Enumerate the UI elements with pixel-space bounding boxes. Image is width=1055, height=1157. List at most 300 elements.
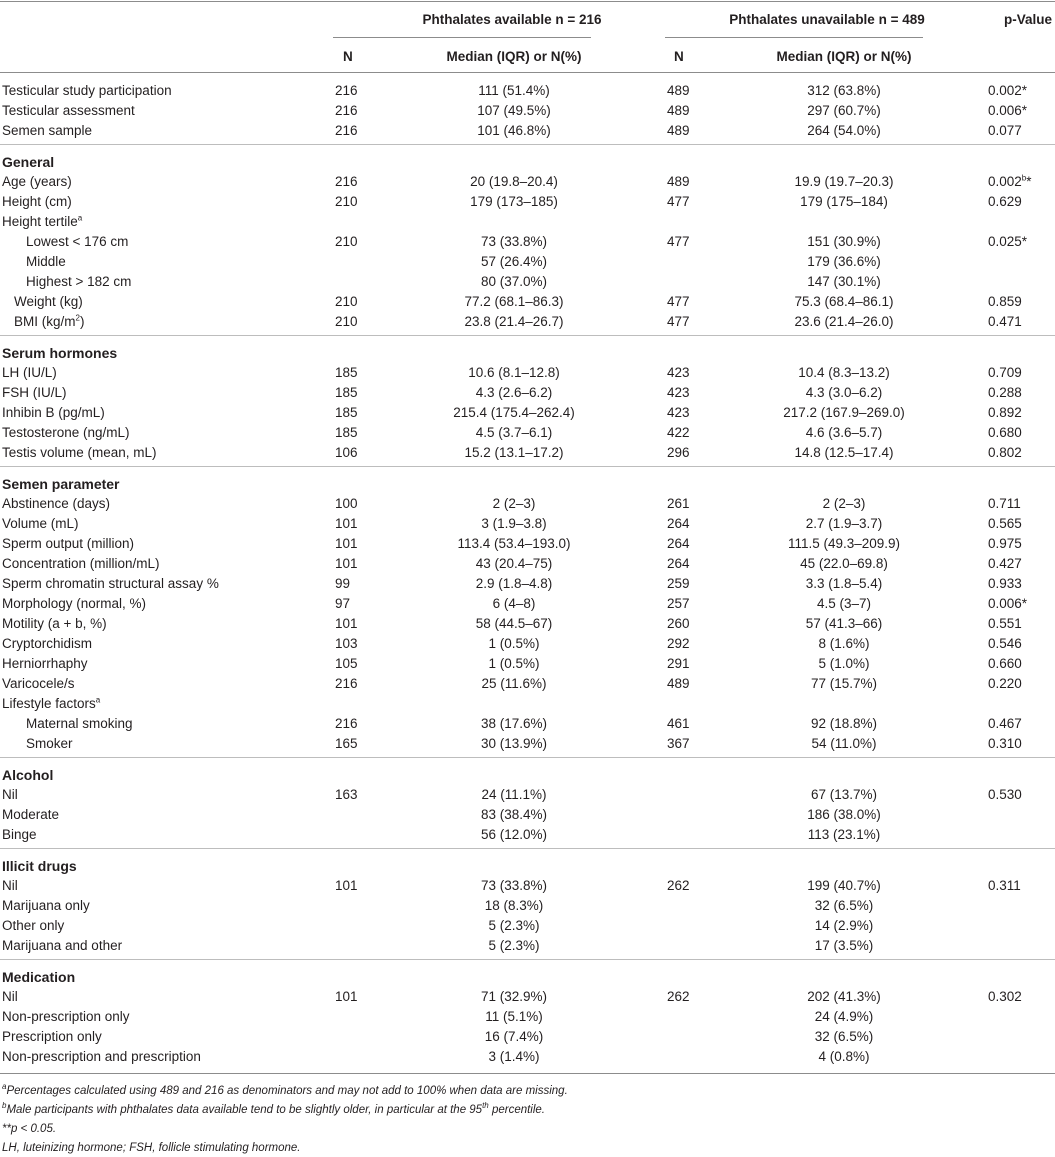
cell-value-available: 58 (44.5–67) bbox=[475, 616, 553, 631]
row-label bbox=[14, 292, 83, 312]
p-value-text: 0.220 bbox=[988, 676, 1022, 691]
cell-value-unavailable: 57 (41.3–66) bbox=[805, 616, 883, 631]
p-value-text: 0.660 bbox=[988, 656, 1022, 671]
cell-value-unavailable: 75.3 (68.4–86.1) bbox=[794, 294, 894, 309]
cell-value-unavailable: 147 (30.1%) bbox=[807, 274, 881, 289]
cell-n-unavailable: 489 bbox=[667, 676, 690, 691]
row-label-text: Highest > 182 cm bbox=[26, 274, 132, 289]
table-row bbox=[0, 383, 1055, 403]
cell-p-value bbox=[988, 734, 1022, 754]
cell-value-available: 6 (4–8) bbox=[492, 596, 536, 611]
row-label bbox=[2, 172, 72, 192]
p-value-text: 0.933 bbox=[988, 576, 1022, 591]
cell-value-available: 77.2 (68.1–86.3) bbox=[464, 294, 564, 309]
cell-value-available: 11 (5.1%) bbox=[485, 1009, 543, 1024]
row-label bbox=[2, 574, 219, 594]
row-label bbox=[2, 1027, 102, 1047]
cell-value-unavailable: 202 (41.3%) bbox=[807, 989, 881, 1004]
cell-n-available: 106 bbox=[335, 445, 358, 460]
table-row bbox=[0, 232, 1055, 252]
header-bottom-rule bbox=[0, 72, 1055, 73]
cell-n-unavailable: 477 bbox=[667, 194, 690, 209]
cell-n-available: 185 bbox=[335, 405, 358, 420]
row-label bbox=[2, 694, 100, 714]
cell-value-available: 215.4 (175.4–262.4) bbox=[453, 405, 575, 420]
table-row bbox=[0, 121, 1055, 141]
cell-n-available: 163 bbox=[335, 787, 358, 802]
row-label-text: Motility (a + b, %) bbox=[2, 616, 107, 631]
cell-n-available: 210 bbox=[335, 234, 358, 249]
cell-p-value bbox=[988, 554, 1022, 574]
row-label-text: Maternal smoking bbox=[26, 716, 133, 731]
p-value-text: 0.006* bbox=[988, 103, 1028, 118]
table-row bbox=[0, 514, 1055, 534]
row-label-text: Inhibin B (pg/mL) bbox=[2, 405, 105, 420]
header-col-n-available: N bbox=[343, 49, 353, 64]
p-value-text: 0.467 bbox=[988, 716, 1022, 731]
cell-value-available: 15.2 (13.1–17.2) bbox=[464, 445, 564, 460]
header-group-available-rule bbox=[333, 37, 591, 38]
p-value-text: 0.892 bbox=[988, 405, 1022, 420]
row-label bbox=[2, 674, 75, 694]
section-heading-illicit-drugs: Illicit drugs bbox=[2, 858, 77, 874]
row-label-text: Lowest < 176 cm bbox=[26, 234, 129, 249]
section-heading-semen-parameter: Semen parameter bbox=[2, 476, 120, 492]
row-label bbox=[2, 212, 82, 232]
table-row bbox=[0, 825, 1055, 845]
cell-n-unavailable: 296 bbox=[667, 445, 690, 460]
cell-n-available: 185 bbox=[335, 385, 358, 400]
p-value-text: 0.077 bbox=[988, 123, 1022, 138]
table-row bbox=[0, 423, 1055, 443]
table-row bbox=[0, 212, 1055, 232]
table-row bbox=[0, 1047, 1055, 1067]
footnote-text-superscript: th bbox=[482, 1101, 489, 1111]
footnote bbox=[2, 1101, 545, 1119]
cell-n-unavailable: 264 bbox=[667, 536, 690, 551]
p-value-text: 0.471 bbox=[988, 314, 1022, 329]
cell-value-available: 73 (33.8%) bbox=[480, 234, 548, 249]
table-row bbox=[0, 292, 1055, 312]
row-label-text: Abstinence (days) bbox=[2, 496, 111, 511]
cell-n-unavailable: 423 bbox=[667, 365, 690, 380]
table-row bbox=[0, 1007, 1055, 1027]
cell-n-unavailable: 489 bbox=[667, 83, 690, 98]
p-value-superscript: b bbox=[1021, 173, 1027, 183]
cell-n-available: 210 bbox=[335, 194, 358, 209]
cell-p-value bbox=[988, 383, 1022, 403]
table-row bbox=[0, 714, 1055, 734]
cell-value-unavailable: 10.4 (8.3–13.2) bbox=[798, 365, 890, 380]
row-label-text: Non-prescription only bbox=[2, 1009, 130, 1024]
cell-p-value bbox=[988, 192, 1022, 212]
table-row bbox=[0, 101, 1055, 121]
cell-value-available: 18 (8.3%) bbox=[484, 898, 544, 913]
p-value-text: 0.680 bbox=[988, 425, 1022, 440]
row-label-text: Prescription only bbox=[2, 1029, 102, 1044]
cell-value-unavailable: 3.3 (1.8–5.4) bbox=[805, 576, 883, 591]
cell-p-value bbox=[988, 534, 1022, 554]
cell-n-unavailable: 259 bbox=[667, 576, 690, 591]
table-row bbox=[0, 785, 1055, 805]
cell-n-unavailable: 264 bbox=[667, 516, 690, 531]
p-value-text: 0.565 bbox=[988, 516, 1022, 531]
row-label-text: Weight (kg) bbox=[14, 294, 83, 309]
cell-value-unavailable: 179 (36.6%) bbox=[807, 254, 881, 269]
cell-n-available: 101 bbox=[335, 516, 358, 531]
cell-n-unavailable: 262 bbox=[667, 878, 690, 893]
row-label bbox=[2, 192, 72, 212]
cell-p-value bbox=[988, 423, 1022, 443]
row-label-text: LH (IU/L) bbox=[2, 365, 57, 380]
cell-p-value bbox=[988, 232, 1027, 252]
row-label bbox=[2, 876, 18, 896]
row-label-superscript: a bbox=[95, 695, 101, 705]
cell-value-available: 24 (11.1%) bbox=[481, 787, 547, 802]
cell-p-value bbox=[988, 403, 1022, 423]
p-value-text: 0.288 bbox=[988, 385, 1022, 400]
table-row bbox=[0, 876, 1055, 896]
row-label bbox=[2, 785, 18, 805]
footnote-text: LH, luteinizing hormone; FSH, follicle stimulating hormone. bbox=[2, 1142, 301, 1154]
row-label bbox=[2, 494, 110, 514]
cell-p-value bbox=[988, 443, 1022, 463]
cell-value-unavailable: 199 (40.7%) bbox=[807, 878, 881, 893]
cell-value-available: 80 (37.0%) bbox=[480, 274, 548, 289]
cell-value-available: 1 (0.5%) bbox=[488, 636, 540, 651]
cell-n-available: 101 bbox=[335, 556, 358, 571]
row-label bbox=[2, 654, 88, 674]
section-heading-alcohol: Alcohol bbox=[2, 767, 54, 783]
row-label-text: Nil bbox=[2, 878, 18, 893]
row-label-text: Concentration (million/mL) bbox=[2, 556, 160, 571]
cell-n-unavailable: 489 bbox=[667, 123, 690, 138]
cell-n-available: 216 bbox=[335, 83, 358, 98]
row-label-text: Semen sample bbox=[2, 123, 93, 138]
p-value-text: 0.006* bbox=[988, 596, 1028, 611]
cell-n-unavailable: 264 bbox=[667, 556, 690, 571]
cell-value-available: 30 (13.9%) bbox=[480, 736, 548, 751]
row-label bbox=[2, 594, 146, 614]
row-label bbox=[2, 383, 67, 403]
cell-value-unavailable: 4.6 (3.6–5.7) bbox=[805, 425, 883, 440]
row-label bbox=[26, 252, 66, 272]
footnote-text: **p < 0.05. bbox=[2, 1123, 57, 1135]
row-label bbox=[2, 514, 79, 534]
cell-n-unavailable: 423 bbox=[667, 385, 690, 400]
table-top-rule bbox=[0, 1, 1055, 2]
p-value-text: 0.302 bbox=[988, 989, 1022, 1004]
row-label bbox=[26, 734, 73, 754]
footnote bbox=[2, 1139, 301, 1157]
cell-n-available: 101 bbox=[335, 616, 358, 631]
p-value-text: 0.427 bbox=[988, 556, 1022, 571]
row-label-text: Smoker bbox=[26, 736, 73, 751]
cell-p-value bbox=[988, 614, 1022, 634]
section-rule bbox=[0, 757, 1055, 758]
section-heading-general: General bbox=[2, 154, 55, 170]
cell-value-unavailable: 4.3 (3.0–6.2) bbox=[805, 385, 883, 400]
cell-value-unavailable: 312 (63.8%) bbox=[807, 83, 881, 98]
cell-value-unavailable: 32 (6.5%) bbox=[814, 1029, 874, 1044]
table-row bbox=[0, 494, 1055, 514]
cell-n-available: 101 bbox=[335, 536, 358, 551]
cell-n-unavailable: 461 bbox=[667, 716, 690, 731]
p-value-text: 0.025* bbox=[988, 234, 1028, 249]
row-label bbox=[26, 272, 131, 292]
cell-n-unavailable: 367 bbox=[667, 736, 690, 751]
table-row bbox=[0, 916, 1055, 936]
cell-value-unavailable: 14.8 (12.5–17.4) bbox=[794, 445, 894, 460]
header-group-unavailable: Phthalates unavailable n = 489 bbox=[729, 12, 925, 27]
cell-n-available: 100 bbox=[335, 496, 358, 511]
cell-value-available: 4.3 (2.6–6.2) bbox=[475, 385, 553, 400]
cell-p-value bbox=[988, 714, 1022, 734]
cell-value-unavailable: 24 (4.9%) bbox=[814, 1009, 874, 1024]
cell-value-available: 101 (46.8%) bbox=[477, 123, 551, 138]
cell-n-available: 210 bbox=[335, 314, 358, 329]
row-label-text: Cryptorchidism bbox=[2, 636, 93, 651]
cell-value-available: 5 (2.3%) bbox=[488, 918, 540, 933]
row-label-text: Sperm chromatin structural assay % bbox=[2, 576, 219, 591]
row-label bbox=[2, 121, 92, 141]
cell-value-available: 10.6 (8.1–12.8) bbox=[468, 365, 560, 380]
cell-p-value bbox=[988, 634, 1022, 654]
row-label-text: Non-prescription and prescription bbox=[2, 1049, 201, 1064]
cell-value-unavailable: 67 (13.7%) bbox=[810, 787, 878, 802]
cell-n-unavailable: 257 bbox=[667, 596, 690, 611]
cell-n-unavailable: 291 bbox=[667, 656, 690, 671]
cell-n-available: 97 bbox=[335, 596, 351, 611]
p-value-text: 0.709 bbox=[988, 365, 1022, 380]
cell-n-available: 210 bbox=[335, 294, 358, 309]
row-label-superscript: 2 bbox=[75, 313, 80, 323]
p-value-text: 0.002* bbox=[988, 83, 1028, 98]
cell-value-unavailable: 297 (60.7%) bbox=[807, 103, 881, 118]
cell-value-unavailable: 2 (2–3) bbox=[822, 496, 866, 511]
header-col-median-unavailable: Median (IQR) or N(%) bbox=[776, 49, 912, 64]
cell-value-unavailable: 179 (175–184) bbox=[800, 194, 888, 209]
cell-p-value bbox=[988, 81, 1027, 101]
row-label bbox=[2, 987, 18, 1007]
table-row bbox=[0, 987, 1055, 1007]
row-label-text: BMI (kg/m bbox=[14, 314, 76, 329]
cell-value-available: 57 (26.4%) bbox=[480, 254, 548, 269]
p-value-text: 0.711 bbox=[988, 496, 1021, 511]
table-row bbox=[0, 694, 1055, 714]
footnote-text-tail: percentile. bbox=[488, 1104, 546, 1116]
cell-value-available: 83 (38.4%) bbox=[480, 807, 548, 822]
cell-value-available: 73 (33.8%) bbox=[480, 878, 548, 893]
cell-value-unavailable: 8 (1.6%) bbox=[818, 636, 870, 651]
cell-n-unavailable: 262 bbox=[667, 989, 690, 1004]
cell-n-available: 216 bbox=[335, 123, 358, 138]
row-label-text: Binge bbox=[2, 827, 37, 842]
cell-value-unavailable: 4 (0.8%) bbox=[818, 1049, 870, 1064]
cell-value-available: 4.5 (3.7–6.1) bbox=[475, 425, 553, 440]
header-col-n-unavailable: N bbox=[674, 49, 684, 64]
cell-value-available: 1 (0.5%) bbox=[488, 656, 540, 671]
footnote bbox=[2, 1082, 568, 1100]
row-label-text: Testosterone (ng/mL) bbox=[2, 425, 130, 440]
table-row bbox=[0, 534, 1055, 554]
cell-p-value bbox=[988, 494, 1021, 514]
cell-n-available: 216 bbox=[335, 716, 358, 731]
row-label bbox=[14, 312, 84, 332]
row-label-text: Testicular assessment bbox=[2, 103, 135, 118]
table-row bbox=[0, 574, 1055, 594]
p-value-text: 0.002 bbox=[988, 174, 1022, 189]
cell-n-available: 101 bbox=[335, 878, 358, 893]
cell-value-unavailable: 4.5 (3–7) bbox=[816, 596, 872, 611]
cell-p-value bbox=[988, 785, 1022, 805]
p-value-text: 0.629 bbox=[988, 194, 1022, 209]
table-row bbox=[0, 805, 1055, 825]
cell-n-available: 216 bbox=[335, 676, 358, 691]
row-label bbox=[2, 363, 57, 383]
table-row bbox=[0, 252, 1055, 272]
row-label-tail: ) bbox=[79, 314, 85, 329]
row-label-text: Herniorrhaphy bbox=[2, 656, 88, 671]
row-label bbox=[26, 232, 128, 252]
row-label-text: FSH (IU/L) bbox=[2, 385, 67, 400]
row-label-text: Other only bbox=[2, 918, 65, 933]
p-value-text: 0.859 bbox=[988, 294, 1022, 309]
cell-n-available: 101 bbox=[335, 989, 358, 1004]
row-label-text: Marijuana and other bbox=[2, 938, 123, 953]
row-label-text: Marijuana only bbox=[2, 898, 90, 913]
cell-value-unavailable: 23.6 (21.4–26.0) bbox=[794, 314, 894, 329]
table-row bbox=[0, 614, 1055, 634]
cell-value-unavailable: 113 (23.1%) bbox=[807, 827, 881, 842]
cell-n-available: 105 bbox=[335, 656, 358, 671]
row-label-text: Testis volume (mean, mL) bbox=[2, 445, 157, 460]
row-label bbox=[2, 554, 160, 574]
row-label bbox=[2, 81, 172, 101]
table-row bbox=[0, 272, 1055, 292]
p-value-text: 0.310 bbox=[988, 736, 1022, 751]
cell-n-available: 185 bbox=[335, 365, 358, 380]
cell-n-unavailable: 260 bbox=[667, 616, 690, 631]
cell-p-value bbox=[988, 654, 1022, 674]
footnote-text: Percentages calculated using 489 and 216 as denominators and may not add to 100% when data are missing. bbox=[6, 1085, 568, 1097]
cell-value-available: 5 (2.3%) bbox=[488, 938, 540, 953]
cell-p-value bbox=[988, 101, 1027, 121]
row-label-text: Nil bbox=[2, 787, 18, 802]
p-value-text: 0.546 bbox=[988, 636, 1022, 651]
row-label bbox=[2, 101, 135, 121]
row-label bbox=[2, 423, 130, 443]
cell-value-unavailable: 19.9 (19.7–20.3) bbox=[794, 174, 894, 189]
row-label-text: Lifestyle factors bbox=[2, 696, 96, 711]
cell-p-value bbox=[988, 674, 1022, 694]
cell-value-unavailable: 54 (11.0%) bbox=[811, 736, 877, 751]
row-label-text: Height tertile bbox=[2, 214, 78, 229]
row-label bbox=[2, 805, 59, 825]
cell-value-available: 38 (17.6%) bbox=[480, 716, 548, 731]
cell-value-unavailable: 151 (30.9%) bbox=[807, 234, 881, 249]
row-label bbox=[2, 936, 122, 956]
section-rule bbox=[0, 144, 1055, 145]
table-row bbox=[0, 172, 1055, 192]
cell-value-available: 179 (173–185) bbox=[470, 194, 558, 209]
cell-value-available: 2.9 (1.8–4.8) bbox=[475, 576, 553, 591]
row-label bbox=[2, 534, 134, 554]
cell-n-unavailable: 292 bbox=[667, 636, 690, 651]
p-value-tail: * bbox=[1026, 174, 1032, 189]
cell-n-available: 216 bbox=[335, 174, 358, 189]
row-label-text: Height (cm) bbox=[2, 194, 72, 209]
cell-value-available: 25 (11.6%) bbox=[481, 676, 547, 691]
section-rule bbox=[0, 848, 1055, 849]
cell-n-unavailable: 489 bbox=[667, 174, 690, 189]
cell-value-unavailable: 264 (54.0%) bbox=[807, 123, 881, 138]
cell-p-value bbox=[988, 363, 1022, 383]
cell-n-unavailable: 489 bbox=[667, 103, 690, 118]
cell-value-unavailable: 17 (3.5%) bbox=[814, 938, 874, 953]
table-row bbox=[0, 363, 1055, 383]
table-row bbox=[0, 81, 1055, 101]
row-label bbox=[2, 634, 92, 654]
table-row bbox=[0, 654, 1055, 674]
cell-p-value bbox=[988, 574, 1022, 594]
cell-p-value bbox=[988, 172, 1032, 192]
row-label bbox=[2, 614, 107, 634]
row-label-text: Volume (mL) bbox=[2, 516, 79, 531]
table-row bbox=[0, 403, 1055, 423]
cell-n-available: 165 bbox=[335, 736, 358, 751]
cell-n-unavailable: 477 bbox=[667, 234, 690, 249]
cell-p-value bbox=[988, 514, 1022, 534]
footnote-marker: b bbox=[2, 1101, 7, 1111]
row-label-superscript: a bbox=[77, 213, 83, 223]
table-row bbox=[0, 936, 1055, 956]
section-heading-serum-hormones: Serum hormones bbox=[2, 345, 118, 361]
cell-p-value bbox=[988, 987, 1022, 1007]
cell-value-unavailable: 111.5 (49.3–209.9) bbox=[787, 536, 901, 551]
cell-value-unavailable: 45 (22.0–69.8) bbox=[800, 556, 888, 571]
row-label bbox=[2, 403, 105, 423]
cell-value-available: 16 (7.4%) bbox=[484, 1029, 544, 1044]
cell-value-available: 71 (32.9%) bbox=[480, 989, 548, 1004]
cell-value-available: 2 (2–3) bbox=[492, 496, 536, 511]
cell-n-unavailable: 261 bbox=[667, 496, 690, 511]
table-row bbox=[0, 896, 1055, 916]
p-value-text: 0.975 bbox=[988, 536, 1022, 551]
table-row bbox=[0, 634, 1055, 654]
table-row bbox=[0, 192, 1055, 212]
p-value-text: 0.802 bbox=[988, 445, 1022, 460]
table-row bbox=[0, 554, 1055, 574]
cell-n-unavailable: 477 bbox=[667, 294, 690, 309]
cell-n-available: 99 bbox=[335, 576, 351, 591]
cell-value-unavailable: 92 (18.8%) bbox=[810, 716, 878, 731]
footnote bbox=[2, 1120, 56, 1138]
row-label-text: Middle bbox=[26, 254, 66, 269]
cell-value-available: 56 (12.0%) bbox=[480, 827, 548, 842]
cell-p-value bbox=[988, 312, 1022, 332]
cell-value-available: 23.8 (21.4–26.7) bbox=[464, 314, 564, 329]
row-label bbox=[2, 1047, 201, 1067]
header-group-unavailable-rule bbox=[665, 37, 923, 38]
cell-n-unavailable: 477 bbox=[667, 314, 690, 329]
table-row bbox=[0, 734, 1055, 754]
section-rule bbox=[0, 959, 1055, 960]
cell-p-value bbox=[988, 121, 1022, 141]
row-label-text: Nil bbox=[2, 989, 18, 1004]
section-rule bbox=[0, 466, 1055, 467]
cell-value-available: 3 (1.9–3.8) bbox=[481, 516, 547, 531]
